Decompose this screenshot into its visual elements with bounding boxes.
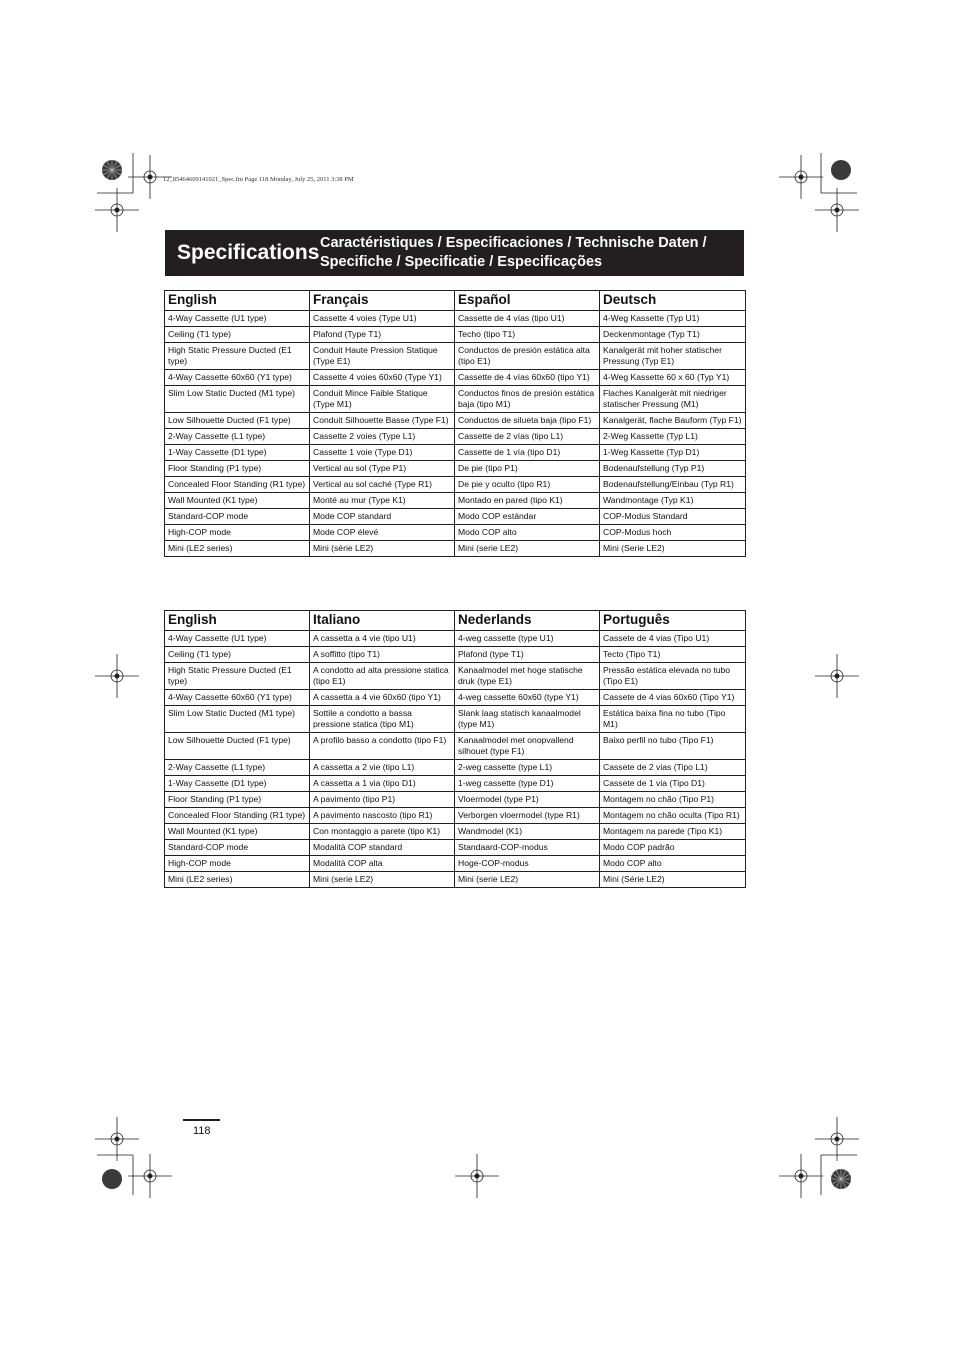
table-cell: Modalità COP standard <box>310 840 455 856</box>
table-cell: Modalità COP alta <box>310 856 455 872</box>
section-banner <box>165 230 744 276</box>
table-cell: A cassetta a 4 vie 60x60 (tipo Y1) <box>310 690 455 706</box>
table-cell: High Static Pressure Ducted (E1 type) <box>165 663 310 690</box>
table-row <box>165 343 746 370</box>
table-cell: Slim Low Static Ducted (M1 type) <box>165 386 310 413</box>
table-cell: A condotto ad alta pressione statica (tipo E1) <box>310 663 455 690</box>
table-row <box>165 327 746 343</box>
print-metadata: 12_85464609141021_Spec.fm Page 118 Monday, July 25, 2011 3:38 PM <box>163 176 354 183</box>
table-cell: Cassette 1 voie (Type D1) <box>310 445 455 461</box>
table-row <box>165 541 746 557</box>
table-cell: 4-Way Cassette 60x60 (Y1 type) <box>165 690 310 706</box>
table-cell: Bodenaufstellung/Einbau (Typ R1) <box>600 477 746 493</box>
table-cell: Slim Low Static Ducted (M1 type) <box>165 706 310 733</box>
column-header: Deutsch <box>600 291 746 311</box>
table-cell: Mini (série LE2) <box>310 541 455 557</box>
table-cell: Montagem na parede (Tipo K1) <box>600 824 746 840</box>
table-row <box>165 429 746 445</box>
crosshair-icon <box>95 1117 139 1161</box>
table-cell: Low Silhouette Ducted (F1 type) <box>165 413 310 429</box>
table-cell: Mini (serie LE2) <box>455 872 600 888</box>
table-cell: Montagem no chão (Tipo P1) <box>600 792 746 808</box>
table-cell: Standard-COP mode <box>165 840 310 856</box>
table-row <box>165 525 746 541</box>
table-cell: Mode COP élevé <box>310 525 455 541</box>
table-cell: Cassette 4 voies 60x60 (Type Y1) <box>310 370 455 386</box>
table-row <box>165 370 746 386</box>
crosshair-icon <box>779 1154 823 1198</box>
table-cell: Flaches Kanalgerät mit niedriger statischer Pressung (M1) <box>600 386 746 413</box>
table-row <box>165 509 746 525</box>
table-row <box>165 493 746 509</box>
table-cell: Slank laag statisch kanaalmodel (type M1) <box>455 706 600 733</box>
column-header: English <box>165 611 310 631</box>
table-row <box>165 776 746 792</box>
table-cell: Floor Standing (P1 type) <box>165 461 310 477</box>
table-cell: 4-Way Cassette (U1 type) <box>165 631 310 647</box>
table-cell: Wandmontage (Typ K1) <box>600 493 746 509</box>
table-row <box>165 631 746 647</box>
page-number: 118 <box>193 1125 211 1137</box>
table-cell: Sottile a condotto a bassa pressione statica (tipo M1) <box>310 706 455 733</box>
table-cell: A soffitto (tipo T1) <box>310 647 455 663</box>
table-cell: Kanaalmodel met hoge statische druk (type E1) <box>455 663 600 690</box>
column-header: Français <box>310 291 455 311</box>
table-cell: 4-Weg Kassette (Typ U1) <box>600 311 746 327</box>
table-row <box>165 856 746 872</box>
table-row <box>165 386 746 413</box>
table-cell: Cassette de 2 vías (tipo L1) <box>455 429 600 445</box>
table-cell: 2-Way Cassette (L1 type) <box>165 760 310 776</box>
table-row <box>165 663 746 690</box>
table-cell: 2-Weg Kassette (Typ L1) <box>600 429 746 445</box>
table-cell: Mini (LE2 series) <box>165 872 310 888</box>
table-cell: A cassetta a 4 vie (tipo U1) <box>310 631 455 647</box>
table-cell: Monté au mur (Type K1) <box>310 493 455 509</box>
table-cell: A profilo basso a condotto (tipo F1) <box>310 733 455 760</box>
table-row <box>165 824 746 840</box>
table-cell: Mini (LE2 series) <box>165 541 310 557</box>
table-cell: Tecto (Tipo T1) <box>600 647 746 663</box>
table-cell: Modo COP padrão <box>600 840 746 856</box>
table-header-row <box>165 291 746 311</box>
table-cell: Plafond (type T1) <box>455 647 600 663</box>
crosshair-icon <box>815 1117 859 1161</box>
table-cell: Wall Mounted (K1 type) <box>165 824 310 840</box>
table-cell: 4-Weg Kassette 60 x 60 (Typ Y1) <box>600 370 746 386</box>
table-row <box>165 413 746 429</box>
table-cell: A cassetta a 2 vie (tipo L1) <box>310 760 455 776</box>
table-row <box>165 311 746 327</box>
page-title: Specifications <box>177 241 320 264</box>
page-subtitle <box>320 234 707 272</box>
column-header: Español <box>455 291 600 311</box>
table-cell: Estática baixa fina no tubo (Tipo M1) <box>600 706 746 733</box>
table-cell: COP-Modus Standard <box>600 509 746 525</box>
table-cell: Floor Standing (P1 type) <box>165 792 310 808</box>
crosshair-icon <box>455 1154 499 1198</box>
crosshair-icon <box>95 188 139 232</box>
table-cell: Ceiling (T1 type) <box>165 647 310 663</box>
table-cell: 4-Way Cassette 60x60 (Y1 type) <box>165 370 310 386</box>
table-cell: Cassette de 4 vías 60x60 (tipo Y1) <box>455 370 600 386</box>
table-cell: Techo (tipo T1) <box>455 327 600 343</box>
table-cell: Baixo perfil no tubo (Tipo F1) <box>600 733 746 760</box>
table-cell: 1-Way Cassette (D1 type) <box>165 776 310 792</box>
table-cell: Kanalgerät, flache Bauform (Typ F1) <box>600 413 746 429</box>
table-cell: 1-Weg Kassette (Typ D1) <box>600 445 746 461</box>
table-header-row <box>165 611 746 631</box>
table-cell: Concealed Floor Standing (R1 type) <box>165 477 310 493</box>
table-row <box>165 733 746 760</box>
crosshair-icon <box>815 188 859 232</box>
table-cell: Hoge-COP-modus <box>455 856 600 872</box>
table-cell: Deckenmontage (Typ T1) <box>600 327 746 343</box>
crosshair-icon <box>779 155 823 199</box>
column-header: Português <box>600 611 746 631</box>
table-cell: A pavimento nascosto (tipo R1) <box>310 808 455 824</box>
table-cell: Modo COP alto <box>600 856 746 872</box>
table-cell: 4-weg cassette 60x60 (type Y1) <box>455 690 600 706</box>
table-cell: Vloermodel (type P1) <box>455 792 600 808</box>
table-cell: Montagem no chão oculta (Tipo R1) <box>600 808 746 824</box>
table-row <box>165 690 746 706</box>
table-cell: Cassette 2 voies (Type L1) <box>310 429 455 445</box>
translation-table-1 <box>164 290 746 557</box>
table-cell: Plafond (Type T1) <box>310 327 455 343</box>
table-cell: Modo COP alto <box>455 525 600 541</box>
table-cell: De pie (tipo P1) <box>455 461 600 477</box>
table-cell: Kanalgerät mit hoher statischer Pressung (Typ E1) <box>600 343 746 370</box>
table-cell: 1-Way Cassette (D1 type) <box>165 445 310 461</box>
subtitle-line-2: Specifiche / Specificatie / Especificações <box>320 254 603 270</box>
color-target-icon <box>831 1169 851 1189</box>
table-cell: Kanaalmodel met onopvallend silhouet (type F1) <box>455 733 600 760</box>
table-cell: Concealed Floor Standing (R1 type) <box>165 808 310 824</box>
crosshair-icon <box>815 654 859 698</box>
table-cell: De pie y oculto (tipo R1) <box>455 477 600 493</box>
table-cell: Conductos de silueta baja (tipo F1) <box>455 413 600 429</box>
table-cell: Wandmodel (K1) <box>455 824 600 840</box>
table-cell: Vertical au sol caché (Type R1) <box>310 477 455 493</box>
table-row <box>165 872 746 888</box>
table-cell: Con montaggio a parete (tipo K1) <box>310 824 455 840</box>
table-cell: Cassete de 4 vias 60x60 (Tipo Y1) <box>600 690 746 706</box>
table-cell: Conductos finos de presión estática baja (tipo M1) <box>455 386 600 413</box>
table-cell: Cassete de 4 vias (Tipo U1) <box>600 631 746 647</box>
table-row <box>165 760 746 776</box>
table-row <box>165 706 746 733</box>
table-cell: Standaard-COP-modus <box>455 840 600 856</box>
table-cell: Mini (Série LE2) <box>600 872 746 888</box>
table-row <box>165 840 746 856</box>
table-cell: 2-Way Cassette (L1 type) <box>165 429 310 445</box>
table-cell: High-COP mode <box>165 525 310 541</box>
table-cell: 2-weg cassette (type L1) <box>455 760 600 776</box>
table-cell: Standard-COP mode <box>165 509 310 525</box>
table-row <box>165 647 746 663</box>
table-cell: A pavimento (tipo P1) <box>310 792 455 808</box>
table-cell: Modo COP estándar <box>455 509 600 525</box>
table-cell: Cassette de 4 vías (tipo U1) <box>455 311 600 327</box>
table-cell: Montado en pared (tipo K1) <box>455 493 600 509</box>
table-row <box>165 477 746 493</box>
table-cell: Conduit Haute Pression Statique (Type E1) <box>310 343 455 370</box>
table-cell: Mode COP standard <box>310 509 455 525</box>
page-number-rule <box>183 1119 220 1121</box>
crosshair-icon <box>95 654 139 698</box>
column-header: English <box>165 291 310 311</box>
column-header: Italiano <box>310 611 455 631</box>
table-cell: Ceiling (T1 type) <box>165 327 310 343</box>
table-cell: Cassette de 1 vía (tipo D1) <box>455 445 600 461</box>
table-row <box>165 461 746 477</box>
table-row <box>165 445 746 461</box>
table-cell: 4-Way Cassette (U1 type) <box>165 311 310 327</box>
table-cell: Mini (serie LE2) <box>455 541 600 557</box>
table-cell: 4-weg cassette (type U1) <box>455 631 600 647</box>
translation-table-2 <box>164 610 746 888</box>
table-cell: Mini (serie LE2) <box>310 872 455 888</box>
table-cell: Cassette 4 voies (Type U1) <box>310 311 455 327</box>
crosshair-icon <box>128 1154 172 1198</box>
table-cell: High-COP mode <box>165 856 310 872</box>
table-row <box>165 792 746 808</box>
column-header: Nederlands <box>455 611 600 631</box>
table-cell: 1-weg cassette (type D1) <box>455 776 600 792</box>
table-cell: A cassetta a 1 via (tipo D1) <box>310 776 455 792</box>
color-target-icon <box>102 160 122 180</box>
table-cell: Cassete de 2 vias (Tipo L1) <box>600 760 746 776</box>
table-cell: Conduit Silhouette Basse (Type F1) <box>310 413 455 429</box>
table-cell: Low Silhouette Ducted (F1 type) <box>165 733 310 760</box>
table-cell: Mini (Serie LE2) <box>600 541 746 557</box>
table-cell: High Static Pressure Ducted (E1 type) <box>165 343 310 370</box>
table-row <box>165 808 746 824</box>
table-cell: COP-Modus hoch <box>600 525 746 541</box>
table-cell: Cassete de 1 via (Tipo D1) <box>600 776 746 792</box>
table-cell: Bodenaufstellung (Typ P1) <box>600 461 746 477</box>
table-cell: Wall Mounted (K1 type) <box>165 493 310 509</box>
color-target-icon <box>831 160 851 180</box>
table-cell: Conduit Mince Faible Statique (Type M1) <box>310 386 455 413</box>
table-cell: Vertical au sol (Type P1) <box>310 461 455 477</box>
subtitle-line-1: Caractéristiques / Especificaciones / Technische Daten / <box>320 235 707 251</box>
table-cell: Pressão estática elevada no tubo (Tipo E1) <box>600 663 746 690</box>
table-cell: Verborgen vloermodel (type R1) <box>455 808 600 824</box>
color-target-icon <box>102 1169 122 1189</box>
table-cell: Conductos de presión estática alta (tipo E1) <box>455 343 600 370</box>
